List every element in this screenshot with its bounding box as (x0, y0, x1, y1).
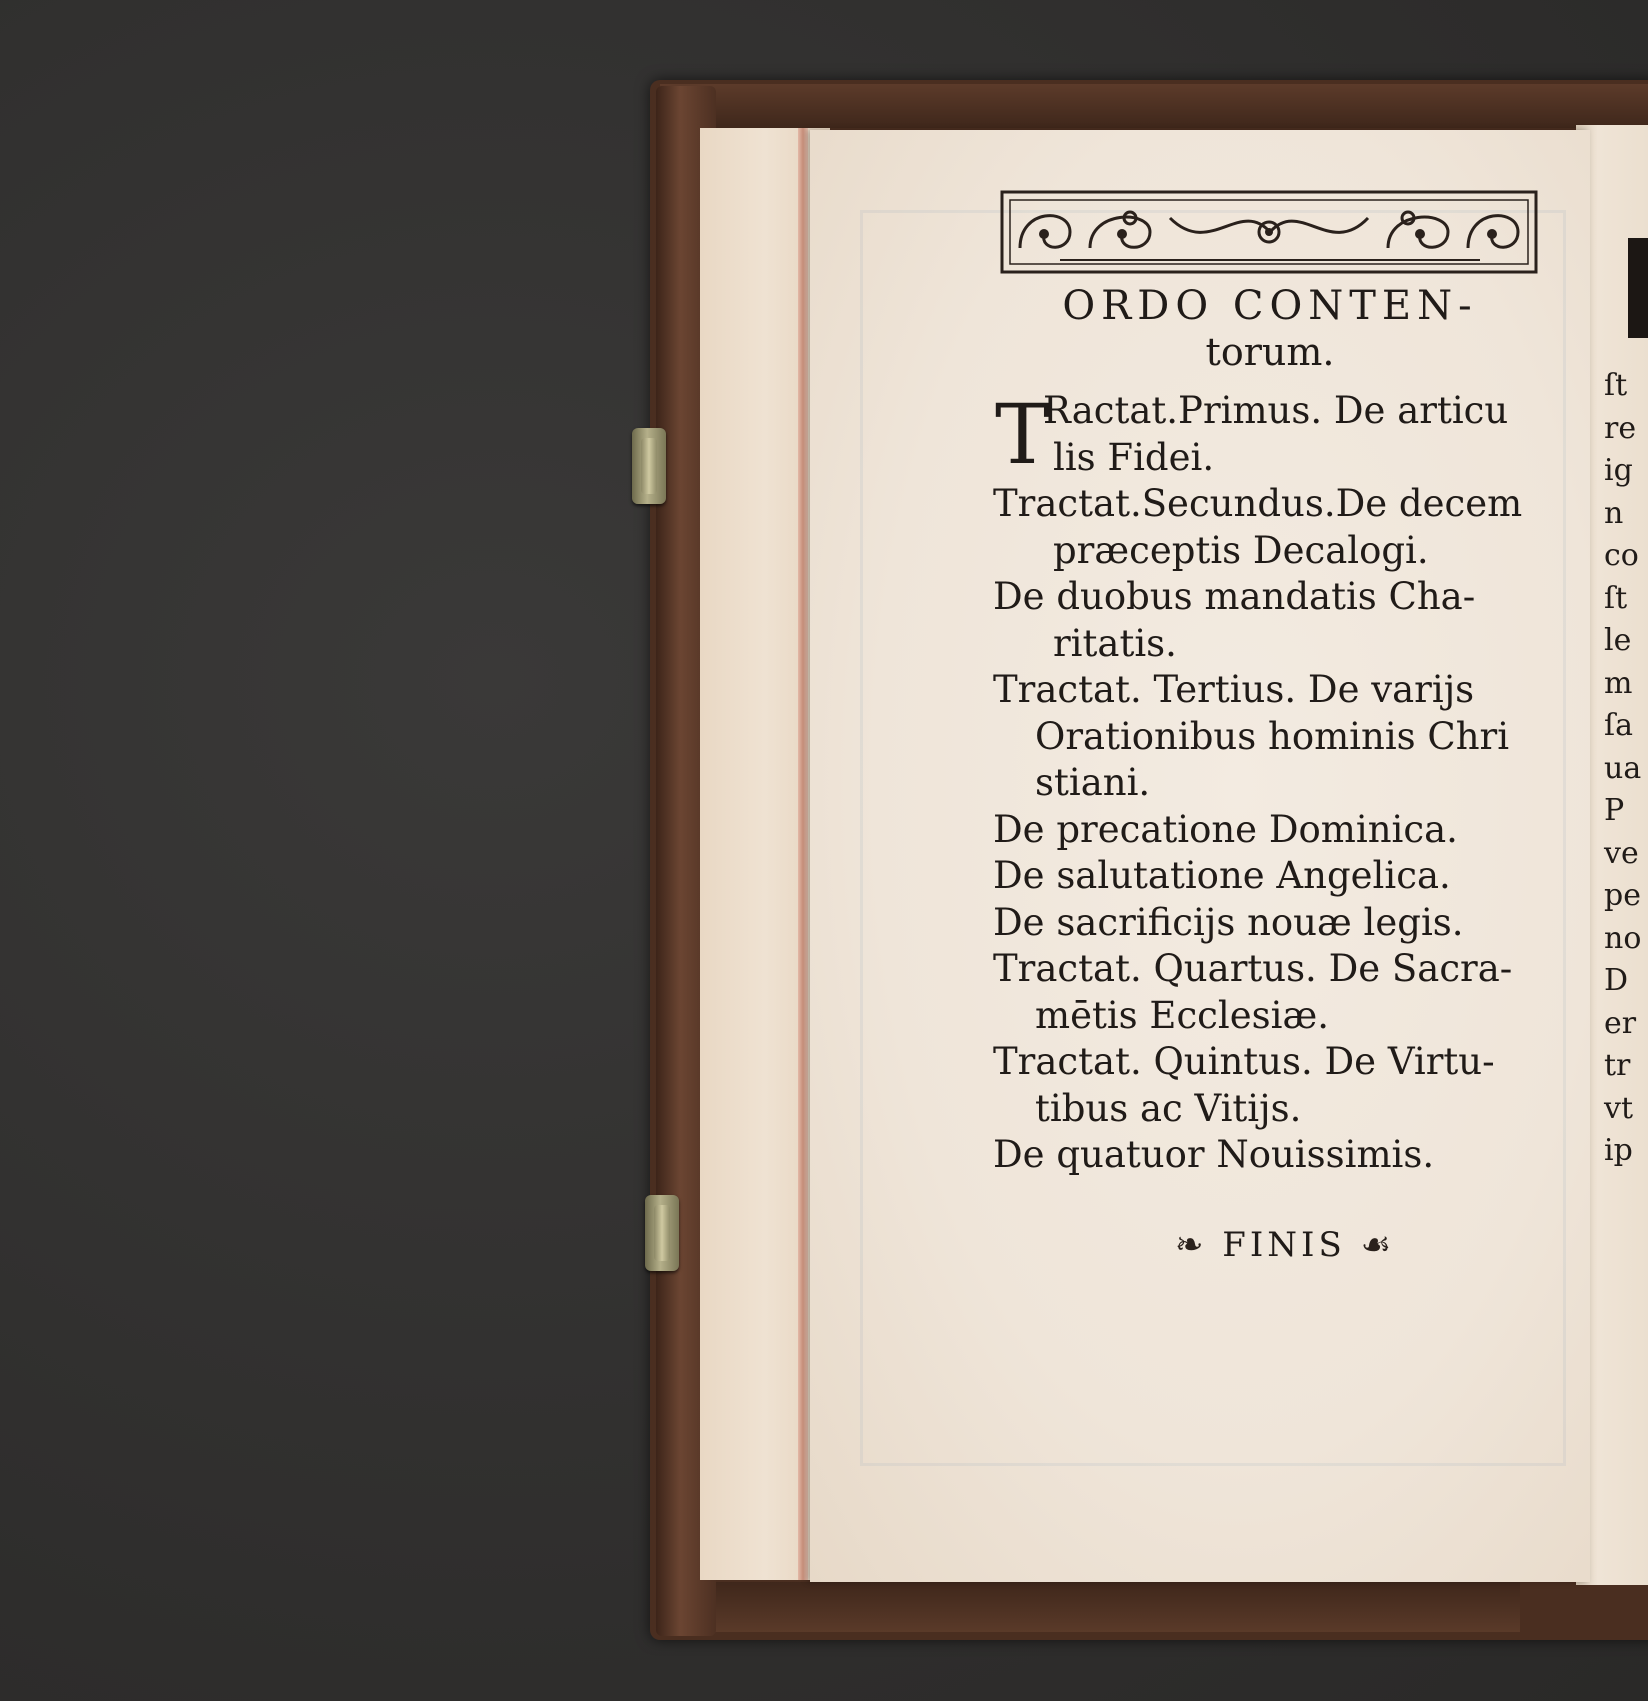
toc-line: De salutatione Angelica. (993, 854, 1451, 897)
facing-page-initial (1628, 238, 1648, 338)
fragment: re (1604, 410, 1637, 446)
toc-line: stiani. (1035, 761, 1151, 804)
cover-bottom-edge (680, 1582, 1520, 1632)
toc-line: Ractat.Primus. De articu (1043, 389, 1509, 432)
heading-line-1: ORDO CONTEN- (1062, 283, 1478, 329)
toc-line: De sacrificijs nouæ legis. (993, 900, 1464, 944)
toc-line: Tractat. Tertius. De varijs (993, 668, 1475, 711)
finis-line (1150, 1225, 1420, 1265)
red-page-edge (798, 128, 808, 1580)
table-of-contents (993, 388, 1559, 1179)
fragment: ſa (1604, 708, 1633, 743)
fragment: er (1604, 1005, 1637, 1041)
fragment: n (1604, 495, 1624, 531)
toc-line: Tractat. Quartus. De Sacra- (993, 947, 1513, 990)
cover-top-edge (660, 84, 1648, 128)
toc-line: ritatis. (1053, 621, 1177, 665)
fragment: no (1604, 920, 1642, 956)
fragment: P (1604, 793, 1625, 828)
fragment: ſt (1604, 580, 1628, 616)
lower-clasp-icon (645, 1195, 679, 1271)
fragment: tr (1604, 1048, 1631, 1083)
toc-line: De precatione Dominica. (993, 807, 1458, 851)
toc-line: præceptis Decalogi. (1053, 528, 1429, 572)
toc-line: tibus ac Vitijs. (1035, 1086, 1302, 1130)
fragment: pe (1604, 878, 1641, 913)
toc-line: Tractat.Secundus.De decem (993, 482, 1523, 525)
toc-line: mētis Ecclesiæ. (1035, 993, 1329, 1037)
finis-label: FINIS (1222, 1225, 1346, 1265)
toc-line: Orationibus hominis Chri (1035, 714, 1510, 758)
fragment: vt (1604, 1090, 1634, 1126)
fragment: ua (1604, 750, 1642, 786)
heading-line-2: torum. (1205, 330, 1335, 374)
facing-page-text (1604, 365, 1648, 1173)
toc-line: lis Fidei. (1053, 435, 1215, 479)
upper-clasp-icon (632, 428, 666, 504)
fragment: le (1604, 623, 1632, 658)
fragment: ip (1604, 1133, 1633, 1168)
fragment: ve (1604, 835, 1639, 871)
fragment: ſt (1604, 368, 1628, 403)
drop-cap: T (995, 388, 1050, 483)
fragment: D (1604, 963, 1629, 998)
toc-line: Tractat. Quintus. De Virtu- (993, 1040, 1495, 1083)
fragment: co (1604, 538, 1639, 573)
ornamental-headpiece-icon (1000, 188, 1538, 276)
fragment: m (1604, 665, 1633, 701)
fragment: ig (1604, 453, 1633, 488)
fleuron-right-icon: ☙ (1360, 1225, 1396, 1265)
toc-line: De duobus mandatis Cha- (993, 575, 1476, 618)
fleuron-left-icon: ❧ (1174, 1225, 1208, 1265)
toc-line: De quatuor Nouissimis. (993, 1133, 1435, 1176)
